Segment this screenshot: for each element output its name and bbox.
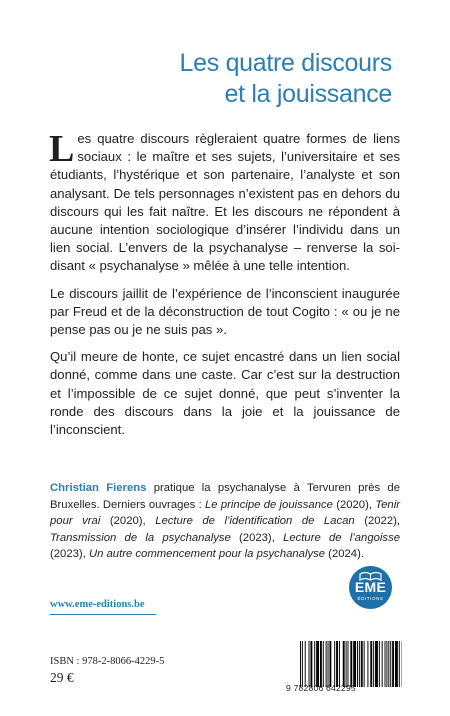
barcode-bar: [320, 641, 322, 687]
barcode-bar: [334, 641, 335, 687]
barcode-bar: [357, 641, 358, 687]
book-ref: Transmission de la psychanalyse: [50, 531, 231, 544]
barcode-bar: [390, 641, 391, 687]
barcode-bar: [386, 641, 387, 687]
barcode-bar: [382, 641, 383, 687]
barcode-bar: [361, 641, 363, 687]
barcode-bar: [348, 641, 349, 687]
bio-text: (2024).: [325, 548, 364, 561]
barcode-bar: [314, 641, 315, 687]
drop-cap: L: [49, 128, 75, 170]
bio-text: (2023),: [230, 531, 284, 544]
barcode-bar: [353, 641, 356, 687]
book-ref: Tenir pour vrai: [50, 498, 400, 528]
barcode-digits: 9 782806 642295: [286, 683, 356, 693]
barcode-bar: [300, 641, 301, 687]
author-bio: [50, 480, 400, 563]
barcode: [300, 641, 402, 687]
paragraph-3: Qu’il meure de honte, ce sujet encastré dans un lien social donné, comme dans une caste. Car c’est sur la destruction et l’impossible de ce sujet donné, que peut s’inventer la ronde des discours dans la joie et la jouissance de l’inconscient.: [50, 349, 400, 438]
barcode-bar: [392, 641, 394, 687]
barcode-bar: [336, 641, 338, 687]
barcode-bar: [302, 641, 303, 687]
bio-text: (2022),: [354, 515, 401, 528]
book-ref: Lecture de l’angoisse: [283, 531, 400, 544]
price: 29 €: [50, 670, 74, 685]
barcode-bar: [350, 641, 352, 687]
book-ref: Le principe de jouissance: [205, 498, 333, 511]
barcode-bar: [309, 641, 310, 687]
barcode-bar: [346, 641, 347, 687]
barcode-bar: [359, 641, 360, 687]
publisher-logo: [349, 566, 392, 609]
barcode-bar: [370, 641, 372, 687]
bio-text: (2020),: [100, 515, 156, 528]
book-title: [180, 48, 392, 110]
title-line-2: et la jouissance: [224, 80, 392, 108]
barcode-bar: [323, 641, 324, 687]
author-name: Christian Fierens: [50, 482, 147, 494]
website-underline: [50, 614, 156, 615]
barcode-bar: [367, 641, 368, 687]
barcode-bar: [339, 641, 340, 687]
paragraph-1-text: es quatre discours règleraient quatre formes de liens sociaux : le maître et ses sujets, l’universitaire et ses étudiants, l’hystérique et son partenaire, l’analyste et son analysant. De tels personnages n’existent pas en dehors du discours qui les fait naître. Et les discours ne répondent à aucune intention sociologique d’insérer l’individu dans un lien social. L’envers de la psychanalyse – renverse la soi-disant « psychanalyse » mêlée à une telle intention.: [50, 131, 400, 274]
title-line-1: Les quatre discours: [179, 49, 392, 77]
publisher-website[interactable]: www.eme-editions.be: [50, 599, 145, 610]
blurb: [50, 130, 400, 448]
logo-subtitle: ÉDITIONS: [357, 596, 384, 601]
barcode-bar: [364, 641, 365, 687]
barcode-bar: [373, 641, 374, 687]
barcode-bar: [310, 641, 312, 687]
barcode-bar: [343, 641, 345, 687]
paragraph-2: Le discours jaillit de l’expérience de l’inconscient inaugurée par Freud et de la déconstruction de tout Cogito : « ou je ne pense pas ou je ne suis pas ».: [50, 285, 400, 338]
barcode-bar: [305, 641, 306, 687]
paragraph-1: [50, 130, 400, 276]
barcode-bar: [375, 641, 378, 687]
barcode-bar: [379, 641, 380, 687]
bio-text: pratique la psychanalyse à Tervuren près de Bruxelles. Derniers ouvrages :: [50, 482, 400, 511]
barcode-bar: [316, 641, 319, 687]
bio-text: (2023),: [50, 548, 89, 561]
book-ref: Un autre commencement pour la psychanalyse: [88, 548, 326, 561]
isbn: ISBN : 978-2-8066-4229-5: [50, 656, 165, 667]
book-ref: Lecture de l’identification de Lacan: [155, 515, 355, 528]
barcode-bar: [388, 641, 389, 687]
barcode-bar: [329, 641, 331, 687]
barcode-bar: [326, 641, 327, 687]
bio-text: (2020),: [332, 498, 376, 511]
barcode-bar: [328, 641, 329, 687]
barcode-bar: [399, 641, 400, 687]
barcode-bar: [385, 641, 386, 687]
logo-name: EME: [354, 579, 387, 595]
barcode-bar: [395, 641, 398, 687]
